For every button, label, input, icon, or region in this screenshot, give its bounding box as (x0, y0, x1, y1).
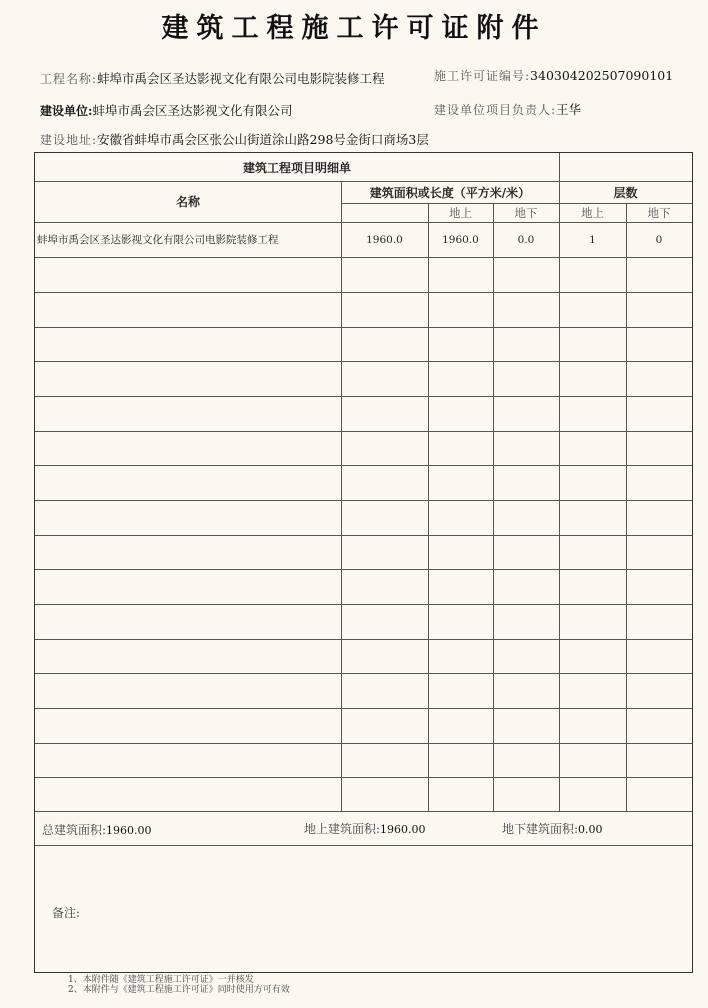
table-row-area: 1960.0 (366, 233, 403, 246)
manager-value: 王华 (556, 102, 582, 117)
address-row (40, 130, 429, 148)
footnote-2: 2、本附件与《建筑工程施工许可证》同时使用方可有效 (68, 985, 290, 995)
above-area-value: 1960.00 (380, 823, 426, 836)
project-name-value: 蚌埠市禹会区圣达影视文化有限公司电影院装修工程 (97, 71, 385, 86)
table-caption: 建筑工程项目明细单 (242, 160, 351, 175)
project-detail-table (34, 152, 693, 973)
manager-label: 建设单位项目负责人: (434, 103, 557, 117)
area-above-header: 地上 (449, 205, 472, 220)
table-row-floors-below: 0 (655, 233, 663, 246)
table-row-area-below: 0.0 (517, 233, 535, 246)
permit-number-value: 340304202507090101 (530, 68, 674, 83)
permit-number-label: 施工许可证编号: (434, 69, 531, 83)
floors-below-header: 地下 (647, 205, 671, 220)
table-row-name: 蚌埠市禹会区圣达影视文化有限公司电影院装修工程 (37, 234, 279, 246)
footnote-1: 1、本附件随《建筑工程施工许可证》一并核发 (68, 975, 254, 985)
col-header-name: 名称 (175, 195, 200, 209)
col-header-area: 建筑面积或长度（平方米/米） (369, 185, 531, 200)
builder-value: 蚌埠市禹会区圣达影视文化有限公司 (92, 103, 293, 118)
builder-label: 建设单位: (40, 104, 93, 118)
footnotes (68, 975, 290, 995)
below-area-value: 0.00 (578, 823, 603, 836)
total-area (42, 821, 152, 838)
area-below-header: 地下 (514, 205, 538, 220)
project-name-label: 工程名称: (40, 72, 98, 86)
above-area (304, 820, 426, 837)
table-row-floors-above: 1 (589, 233, 596, 246)
address-value: 安徽省蚌埠市禹会区张公山街道涂山路298号金街口商场3层 (97, 132, 429, 147)
below-area-label: 地下建筑面积: (502, 822, 579, 836)
document-title: 建筑工程施工许可证附件 (161, 13, 547, 44)
below-area (502, 820, 603, 837)
floors-above-header: 地上 (581, 205, 604, 220)
col-header-floors: 层数 (613, 185, 638, 200)
manager-row (434, 100, 581, 118)
table-row-area-above: 1960.0 (442, 233, 479, 246)
total-area-value: 1960.00 (106, 824, 152, 837)
permit-number-row (434, 67, 673, 84)
above-area-label: 地上建筑面积: (304, 822, 381, 836)
remark-label: 备注: (52, 906, 81, 920)
address-label: 建设地址: (40, 133, 98, 147)
total-area-label: 总建筑面积: (42, 823, 107, 837)
project-name-row (40, 69, 385, 87)
builder-row (40, 101, 292, 119)
